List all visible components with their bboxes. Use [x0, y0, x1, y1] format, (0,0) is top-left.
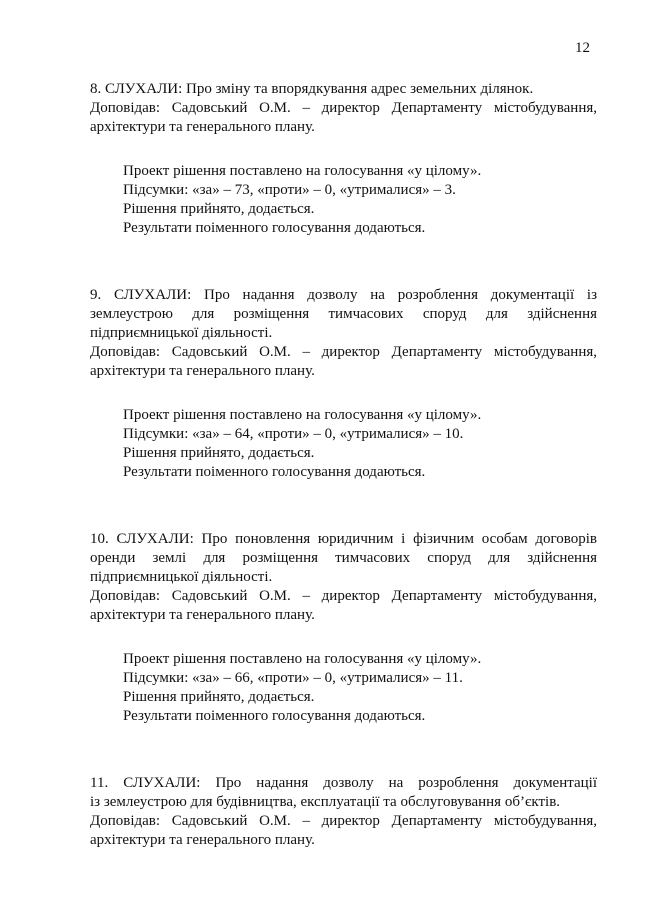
vote-roll-call-note: Результати поіменного голосування додаються.	[123, 220, 426, 236]
agenda-item-8	[90, 80, 597, 238]
item-heading: 9. СЛУХАЛИ: Про надання дозволу на розроблення документації із	[90, 287, 597, 303]
document-body	[90, 80, 597, 850]
vote-proposal: Проект рішення поставлено на голосування «у цілому».	[123, 407, 482, 423]
page-number: 12	[575, 40, 590, 56]
vote-decision: Рішення прийнято, додається.	[123, 201, 315, 217]
vote-roll-call-note: Результати поіменного голосування додаються.	[123, 464, 426, 480]
vote-proposal: Проект рішення поставлено на голосування «у цілому».	[123, 651, 482, 667]
vote-decision: Рішення прийнято, додається.	[123, 445, 315, 461]
vote-totals: Підсумки: «за» – 64, «проти» – 0, «утрималися» – 10.	[123, 426, 464, 442]
item-reporter-continuation: архітектури та генерального плану.	[90, 119, 315, 135]
item-reporter: Доповідав: Садовський О.М. – директор Департаменту містобудування,	[90, 100, 597, 116]
item-heading-continuation: землеустрою для розміщення тимчасових споруд для здійснення	[90, 306, 597, 322]
voting-results	[123, 162, 597, 238]
voting-results	[123, 650, 597, 726]
item-heading: 10. СЛУХАЛИ: Про поновлення юридичним і фізичним особам договорів	[90, 531, 597, 547]
item-reporter: Доповідав: Садовський О.М. – директор Департаменту містобудування,	[90, 344, 597, 360]
voting-results	[123, 406, 597, 482]
item-heading-continuation: підприємницької діяльності.	[90, 569, 273, 585]
item-heading-continuation: оренди землі для розміщення тимчасових споруд для здійснення	[90, 550, 597, 566]
item-reporter-continuation: архітектури та генерального плану.	[90, 363, 315, 379]
agenda-item-10	[90, 530, 597, 726]
item-reporter-continuation: архітектури та генерального плану.	[90, 832, 315, 848]
item-heading: 8. СЛУХАЛИ: Про зміну та впорядкування адрес земельних ділянок.	[90, 81, 534, 97]
vote-decision: Рішення прийнято, додається.	[123, 689, 315, 705]
vote-totals: Підсумки: «за» – 73, «проти» – 0, «утрималися» – 3.	[123, 182, 456, 198]
vote-totals: Підсумки: «за» – 66, «проти» – 0, «утрималися» – 11.	[123, 670, 463, 686]
item-heading-continuation: підприємницької діяльності.	[90, 325, 273, 341]
agenda-item-11	[90, 774, 597, 850]
agenda-item-9	[90, 286, 597, 482]
item-reporter: Доповідав: Садовський О.М. – директор Департаменту містобудування,	[90, 813, 597, 829]
item-reporter-continuation: архітектури та генерального плану.	[90, 607, 315, 623]
item-reporter: Доповідав: Садовський О.М. – директор Департаменту містобудування,	[90, 588, 597, 604]
item-heading-continuation: із землеустрою для будівництва, експлуатації та обслуговування об’єктів.	[90, 794, 561, 810]
item-heading: 11. СЛУХАЛИ: Про надання дозволу на розроблення документації	[90, 775, 597, 791]
vote-proposal: Проект рішення поставлено на голосування «у цілому».	[123, 163, 482, 179]
vote-roll-call-note: Результати поіменного голосування додаються.	[123, 708, 426, 724]
